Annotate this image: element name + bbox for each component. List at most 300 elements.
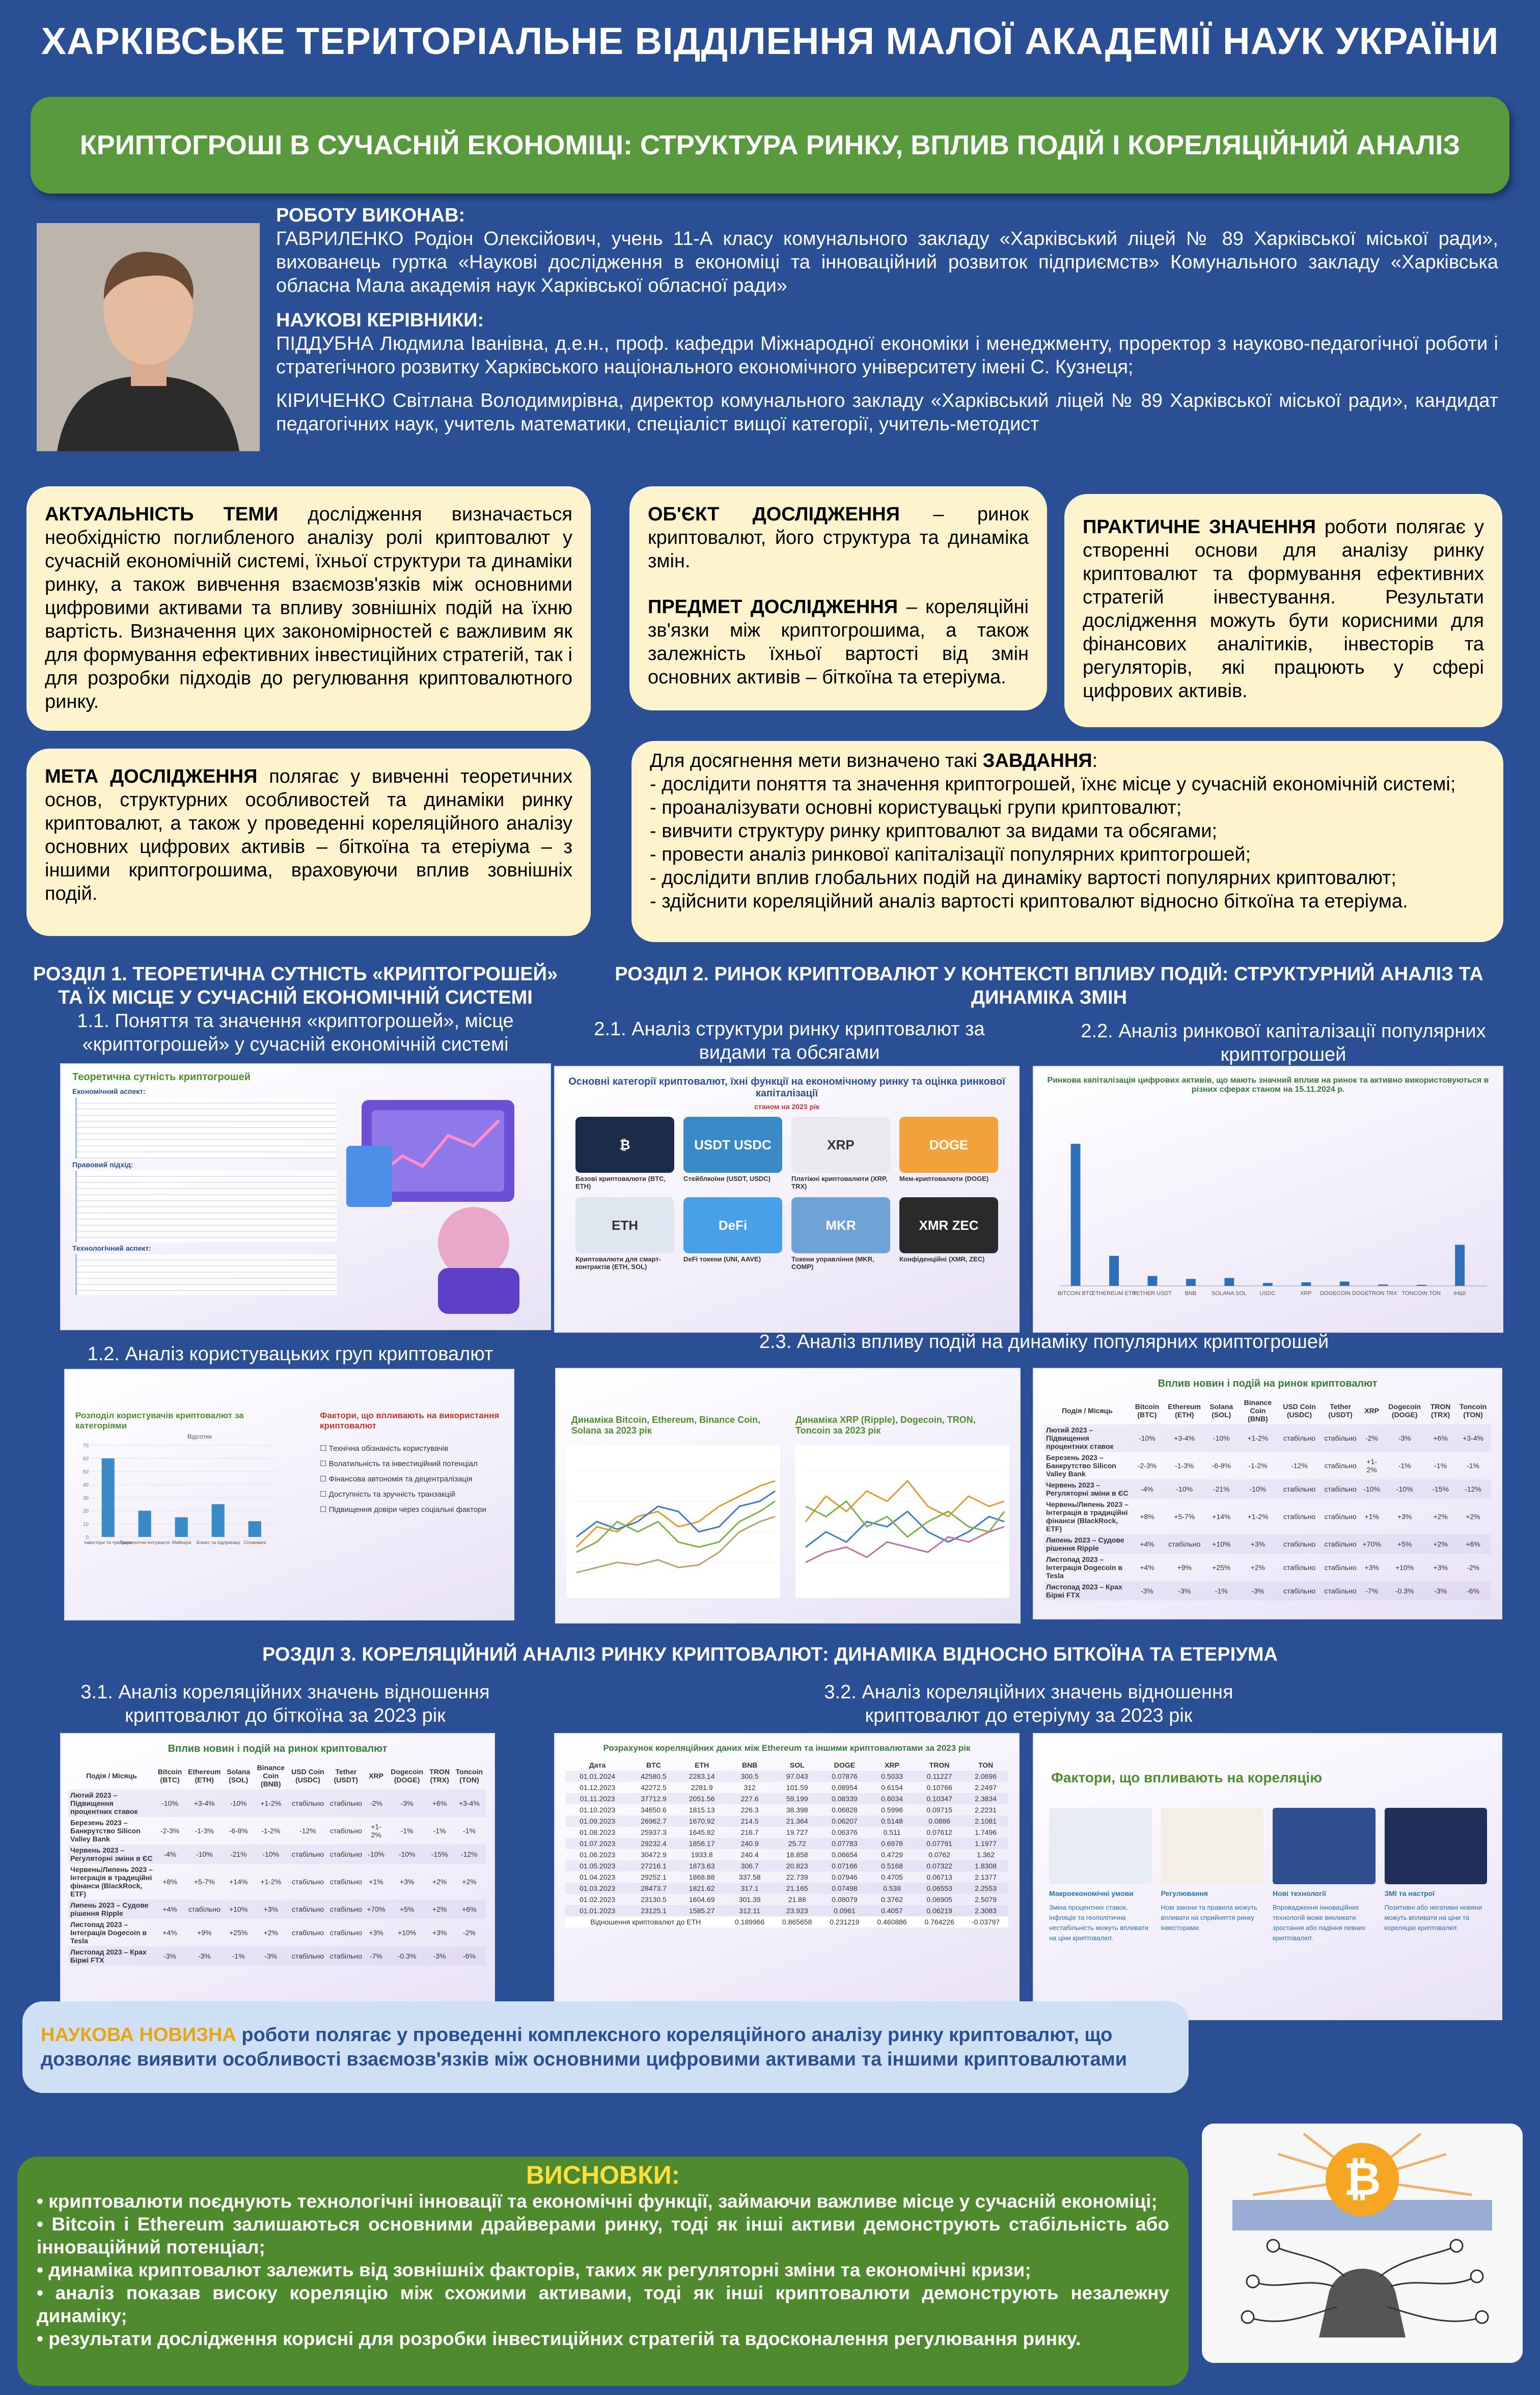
- events-cell: -3%: [155, 1946, 185, 1966]
- events-cell: стабільно: [1324, 1462, 1357, 1470]
- section1-title: РОЗДІЛ 1. ТЕОРЕТИЧНА СУТНІСТЬ «КРИПТОГРОШЕЙ» ТА ЇХ МІСЦЕ У СУЧАСНІЙ ЕКОНОМІЧНІЙ СИСТЕМІ: [33, 963, 558, 1008]
- corr-cell: 0.06905: [926, 1895, 952, 1904]
- events-cell: -2%: [1467, 1563, 1479, 1572]
- events-cell: +5-7%: [1174, 1512, 1195, 1521]
- events-cell: -1%: [1467, 1462, 1479, 1470]
- corr-header-cell: BNB: [741, 1761, 758, 1769]
- subject-text: – кореляційні зв'язки між криптогрошима, а також залежність їхньої вартості від змін основних активів – біткоїна та етеріума.: [648, 596, 1029, 688]
- events-cell: -1%: [1434, 1462, 1447, 1470]
- events-cell: Червень 2023 – Регуляторні зміни в ЄС: [68, 1845, 155, 1864]
- events-cell: +6%: [453, 1900, 486, 1919]
- performer-label: РОБОТУ ВИКОНАВ:: [276, 205, 465, 226]
- corr-cell: 2.2231: [975, 1806, 997, 1814]
- author-portrait: [37, 223, 260, 451]
- corr-cell: 0.06654: [832, 1851, 858, 1859]
- corr-cell: 1.7496: [975, 1828, 997, 1836]
- corr-cell: 0.07946: [832, 1873, 858, 1881]
- text-lines: [75, 1254, 337, 1295]
- events-cell: -10%: [253, 1845, 288, 1864]
- users-y-tick: 70: [82, 1443, 89, 1449]
- crypto-type-name: Стейблкоїни (USDT, USDC): [683, 1175, 771, 1182]
- events-cell: -1%: [1398, 1462, 1411, 1470]
- events-cell: -21%: [1205, 1479, 1238, 1499]
- events-cell: -10%: [1164, 1479, 1205, 1499]
- events-cell: +3%: [1433, 1563, 1448, 1572]
- events-cell: стабільно: [1278, 1424, 1321, 1452]
- factors-title: Фактори, що впливають на використання криптовалют: [320, 1411, 500, 1430]
- cap-tick-label: TONCOIN TON: [1401, 1290, 1441, 1297]
- events-cell: -2%: [365, 1790, 388, 1817]
- corr-summary-cell: -0.03797: [963, 1916, 1008, 1928]
- cap-tick-label: TRON TRX: [1368, 1290, 1397, 1297]
- cap-tick-label: BNB: [1185, 1290, 1197, 1297]
- corr-cell: 0.4705: [881, 1873, 903, 1881]
- events-cell: +1%: [369, 1878, 383, 1886]
- supervisor-2: КІРИЧЕНКО Світлана Володимирівна, директор комунального закладу «Харківський ліцей № 89 Харківської міської ради», кандидат педагогічних наук, учитель математики, спеціаліст вищої категорії, учитель-методист: [276, 390, 1498, 435]
- events-cell: -3%: [1426, 1581, 1455, 1601]
- events-cell: -6%: [453, 1946, 486, 1966]
- corr-cell: 101.59: [786, 1783, 808, 1792]
- events-cell: -7%: [365, 1946, 388, 1966]
- factor-text: Фінансова автономія та децентралізація: [328, 1475, 473, 1483]
- events-cell: -3%: [1383, 1424, 1426, 1452]
- corr-cell: 20.823: [774, 1860, 821, 1871]
- events-cell: +1%: [1364, 1512, 1379, 1521]
- corr-cell: 01.01.2023: [565, 1905, 629, 1916]
- events-cell: -2%: [1360, 1424, 1383, 1452]
- events-cell: стабільно: [1321, 1424, 1360, 1452]
- cap-title: Ринкова капіталізація цифрових активів, що мають значний вплив на ринок та активно використовуються в різних сферах станом на 15.11.2024 р.: [1047, 1076, 1489, 1094]
- events-cell: +3%: [1397, 1512, 1412, 1521]
- goal-label: МЕТА ДОСЛІДЖЕННЯ: [45, 766, 258, 787]
- conclusion-item: • динаміка криптовалют залежить від зовнішніх факторів, таких як регуляторні зміни та економічні кризи;: [37, 2260, 1031, 2280]
- events-cell: -7%: [1360, 1581, 1383, 1601]
- events-cell: Березень 2023 – Банкрутство Silicon Valley Bank: [1046, 1453, 1116, 1478]
- events-cell: +3%: [369, 1929, 383, 1937]
- corr-summary-cell: 0.764226: [916, 1916, 963, 1928]
- topic-banner: КРИПТОГРОШІ В СУЧАСНІЙ ЕКОНОМІЦІ: СТРУКТУРА РИНКУ, ВПЛИВ ПОДІЙ І КОРЕЛЯЦІЙНИЙ АНАЛІЗ: [31, 97, 1509, 194]
- events-cell: Липень 2023 – Судове рішення Ripple: [1044, 1534, 1131, 1554]
- corr-factors-title: Фактори, що впливають на кореляцію: [1051, 1770, 1323, 1785]
- corr-cell: 22.739: [786, 1873, 808, 1881]
- task-item: - здійснити кореляційний аналіз вартості криптовалют відносно біткоїна та етеріума.: [650, 891, 1408, 912]
- corr-cell: 2.2497: [975, 1783, 997, 1792]
- goal-card: [26, 749, 591, 936]
- cap-tick-label: DOGECOIN DOGE: [1320, 1290, 1369, 1297]
- events-table-2: [68, 1762, 486, 1966]
- events-cell: -3%: [1238, 1581, 1278, 1601]
- factor-item: ☐ Доступність та зручність транзакцій: [320, 1490, 455, 1499]
- events-cell: +5-7%: [194, 1878, 215, 1886]
- corr-cell: 30472.9: [641, 1851, 667, 1859]
- corr-cell: 01.11.2023: [565, 1793, 629, 1804]
- corr-cell: 226.3: [740, 1806, 759, 1814]
- corr-cell: 0.06207: [821, 1815, 868, 1827]
- corr-cell: 2281.9: [691, 1783, 713, 1792]
- corr-cell: 01.10.2023: [580, 1806, 616, 1814]
- events-cell: +2%: [263, 1929, 278, 1937]
- table-row: [68, 1919, 486, 1946]
- events-cell: -1%: [224, 1946, 253, 1966]
- crypto-type-card: [683, 1117, 782, 1190]
- subject-label: ПРЕДМЕТ ДОСЛІДЖЕННЯ: [648, 596, 898, 618]
- corr-cell: 1670.92: [678, 1815, 726, 1827]
- corr-cell: 19.727: [786, 1828, 808, 1836]
- events-cell: -3%: [1131, 1581, 1164, 1601]
- factor-item: ☐ Технічна обізнаність користувачів: [320, 1444, 449, 1453]
- corr-cell: 0.511: [883, 1828, 901, 1836]
- corr-cell: 337.58: [738, 1873, 761, 1881]
- corr-cell: 0.538: [868, 1883, 916, 1894]
- corr-cell: 1933.8: [691, 1851, 713, 1859]
- cap-tick-label: BITCOIN BTC: [1057, 1290, 1093, 1297]
- events-header-cell: TRON (TRX): [429, 1768, 450, 1784]
- cap-tick-label: USDC: [1259, 1290, 1276, 1297]
- events-cell: +25%: [1212, 1563, 1231, 1572]
- cap-tick-label: XRP: [1300, 1290, 1312, 1297]
- tasks-intro: Для досягнення мети визначено такі: [650, 750, 983, 772]
- events-cell: -0.3%: [1383, 1581, 1426, 1601]
- events-cell: -10%: [1238, 1479, 1278, 1499]
- corr-summary-cell: 0.460886: [868, 1916, 916, 1928]
- market-types-title: Основні категорії криптовалют, їхні функції на економічному ринку та оцінка ринкової капіталізації: [568, 1076, 1005, 1099]
- events-cell: +3%: [1238, 1534, 1278, 1554]
- cap-bar: [1186, 1279, 1196, 1286]
- events-cell: +4%: [155, 1900, 185, 1919]
- events-cell: +14%: [229, 1878, 248, 1886]
- crypto-type-name: Базові криптовалюти (BTC, ETH): [575, 1175, 666, 1190]
- events-cell: -10%: [1360, 1479, 1383, 1499]
- events-cell: +3-4%: [453, 1790, 486, 1817]
- factor-image: [1161, 1808, 1264, 1884]
- events-cell: +9%: [1177, 1563, 1192, 1572]
- corr-cell: 2.3834: [963, 1793, 1008, 1804]
- events-cell: -10%: [1383, 1479, 1426, 1499]
- events-cell: -1%: [462, 1827, 476, 1835]
- corr-summary-cell: 0.189966: [726, 1916, 774, 1928]
- events-header-cell: Solana (SOL): [1209, 1402, 1233, 1419]
- users-chart-title: Розподіл користувачів криптовалют за категоріями: [75, 1411, 244, 1430]
- events-header-cell: USD Coin (USDC): [291, 1768, 324, 1784]
- events-cell: -2-3%: [160, 1827, 180, 1835]
- corr-cell: 0.4057: [868, 1905, 916, 1916]
- corr-cell: 0.07791: [916, 1838, 963, 1849]
- events-cell: стабільно: [1321, 1479, 1360, 1499]
- crypto-type-name: Платіжні криптовалюти (XRP, TRX): [791, 1175, 888, 1190]
- section3-sub1: 3.1. Аналіз кореляційних значень відношення криптовалют до біткоїна за 2023 рік: [80, 1682, 490, 1726]
- corr-cell: 1821.62: [678, 1883, 726, 1894]
- events-header-cell: XRP: [369, 1772, 383, 1780]
- users-y-tick: 0: [86, 1535, 89, 1540]
- events-cell: +3%: [1364, 1563, 1379, 1572]
- events-title: Вплив новин і подій на ринок криптовалют: [1158, 1378, 1378, 1389]
- events-cell: -15%: [426, 1845, 452, 1864]
- cap-tick-label: ІНШІ: [1453, 1290, 1466, 1297]
- events-cell: -12%: [1455, 1479, 1491, 1499]
- factor-desc: Впровадження інноваційних технологій може викликати зростання або падіння певних криптовалют.: [1273, 1904, 1366, 1942]
- corr-cell: 1.362: [977, 1851, 995, 1859]
- task-item: - дослідити поняття та значення криптогрошей, їхнє місце у сучасній економічній системі;: [650, 774, 1456, 795]
- users-x-tick: Інвестори та трейдери: [84, 1540, 132, 1545]
- corr-cell: 0.06219: [916, 1905, 963, 1916]
- events-cell: +2%: [1433, 1512, 1448, 1521]
- corr-cell: 0.07322: [916, 1860, 963, 1871]
- users-y-tick: 20: [82, 1508, 89, 1515]
- section3-sub2: 3.2. Аналіз кореляційних значень відношення криптовалют до етеріуму за 2023 рік: [824, 1682, 1233, 1726]
- table-row: [68, 1864, 486, 1900]
- slide-theory-title: Теоретична сутність криптогрошей: [72, 1071, 251, 1083]
- section3-title: РОЗДІЛ 3. КОРЕЛЯЦІЙНИЙ АНАЛІЗ РИНКУ КРИПТОВАЛЮТ: ДИНАМІКА ВІДНОСНО БІТКОЇНА ТА ЕТЕРІУМА: [262, 1644, 1278, 1665]
- slide-theory-item: Правовий підхід:: [72, 1161, 133, 1169]
- events-cell: +10%: [224, 1900, 253, 1919]
- corr-cell: 26962.7: [629, 1815, 678, 1827]
- events-cell: Листопад 2023 – Інтеграція Dogecoin в Tesla: [70, 1920, 147, 1945]
- events-cell: -3%: [1164, 1581, 1205, 1601]
- users-x-tick: Технологічні ентузіасти: [120, 1540, 170, 1545]
- users-x-tick: Майнери: [172, 1540, 191, 1545]
- corr-cell: 29232.4: [629, 1838, 678, 1849]
- events-cell: Липень 2023 – Судове рішення Ripple: [68, 1900, 155, 1919]
- corr-cell: 0.10766: [926, 1783, 952, 1792]
- events-cell: -6-8%: [1212, 1462, 1231, 1470]
- factor-desc: Зміна процентних ставок, інфляція та геополітична нестабільність можуть впливати на ціни криптовалют.: [1049, 1904, 1148, 1942]
- table-row: [68, 1817, 486, 1845]
- corr-cell: 27216.1: [629, 1860, 678, 1871]
- events-cell: +14%: [1212, 1512, 1231, 1521]
- corr-cell: 0.07166: [821, 1860, 868, 1871]
- events-cell: +1-2%: [253, 1790, 288, 1817]
- events-header-cell: Dogecoin (DOGE): [391, 1768, 424, 1784]
- corr-cell: 01.06.2023: [580, 1851, 616, 1859]
- events-cell: -3%: [426, 1946, 452, 1966]
- corr-header-cell: XRP: [885, 1761, 899, 1769]
- cap-tick-label: SOLANA SOL: [1211, 1290, 1247, 1297]
- slide-users: [65, 1370, 513, 1619]
- dyn1-title: Динаміка Bitcoin, Ethereum, Binance Coin, Solana за 2023 рік: [571, 1415, 761, 1436]
- crypto-type-icon: ETH: [575, 1197, 674, 1253]
- events-cell: -3%: [388, 1790, 427, 1817]
- corr-cell: 1.1977: [963, 1838, 1008, 1849]
- factor-image: [1049, 1808, 1152, 1884]
- corr-header-cell: TRON: [929, 1761, 950, 1769]
- corr-cell: 01.04.2023: [580, 1873, 616, 1881]
- corr-cell: 240.9: [726, 1838, 774, 1849]
- factor-text: Волатильність та інвестиційний потенціал: [328, 1460, 478, 1468]
- corr-header-cell: SOL: [789, 1761, 805, 1769]
- novelty-text: роботи полягає у проведенні комплексного кореляційного аналізу ринку криптовалют, що дозволяє виявити особливості взаємозв'язків між основними цифровими активами та іншими криптовалютами: [41, 2024, 1128, 2070]
- events-cell: +6%: [1426, 1424, 1455, 1452]
- events-header-cell: USD Coin (USDC): [1283, 1402, 1316, 1419]
- events-cell: +10%: [1395, 1563, 1414, 1572]
- events-cell: -2%: [462, 1929, 476, 1937]
- table-row: [1044, 1499, 1491, 1534]
- corr-cell: 01.05.2023: [565, 1860, 629, 1871]
- events-header-cell: Ethereum (ETH): [1168, 1402, 1201, 1419]
- corr-cell: 2.1081: [963, 1815, 1008, 1827]
- events-header-cell: TRON (TRX): [1430, 1402, 1451, 1419]
- cap-bar: [1417, 1285, 1426, 1286]
- crypto-type-name: Токени управління (MKR, COMP): [791, 1255, 874, 1271]
- corr-summary-cell: 0.231219: [821, 1916, 868, 1928]
- crypto-type-card: [899, 1197, 998, 1271]
- events-cell: стабільно: [1283, 1512, 1316, 1521]
- slide-eth-correlation: [555, 1734, 1019, 2019]
- cap-bar: [1071, 1144, 1081, 1286]
- events-cell: Листопад 2023 – Крах Біржі FTX: [68, 1946, 155, 1966]
- svg-text:₿: ₿: [1343, 2154, 1381, 2205]
- corr-header-cell: DOGE: [834, 1761, 855, 1769]
- events-cell: +25%: [229, 1929, 248, 1937]
- task-item: - дослідити вплив глобальних подій на динаміку вартості популярних криптовалют;: [650, 867, 1396, 889]
- cap-bar: [1109, 1256, 1119, 1286]
- corr-cell: 0.10347: [916, 1793, 963, 1804]
- events-cell: +4%: [162, 1929, 177, 1937]
- object-label: ОБ'ЄКТ ДОСЛІДЖЕННЯ: [648, 504, 900, 525]
- events-title-2: Вплив новин і подій на ринок криптовалют: [168, 1743, 388, 1754]
- cap-bar: [1340, 1281, 1350, 1286]
- events-header-cell: Bitcoin (BTC): [157, 1768, 182, 1784]
- events-cell: +2%: [432, 1878, 447, 1886]
- types-grid: [555, 1111, 1019, 1277]
- corr-cell: 0.06376: [832, 1828, 858, 1836]
- corr-cell: 29252.1: [641, 1873, 667, 1881]
- events-header-cell: Tether (USDT): [334, 1768, 359, 1784]
- corr-cell: 0.08079: [832, 1895, 858, 1904]
- events-header-cell: Dogecoin (DOGE): [1388, 1402, 1421, 1419]
- events-header-cell: Toncoin (TON): [1459, 1402, 1487, 1419]
- corr-cell: 2.3083: [963, 1905, 1008, 1916]
- corr-factor-card: [1049, 1808, 1152, 1943]
- crypto-type-icon: XRP: [791, 1117, 890, 1173]
- events-cell: +8%: [1140, 1512, 1154, 1521]
- events-cell: +10%: [1205, 1534, 1238, 1554]
- events-cell: стабільно: [1324, 1563, 1357, 1572]
- table-row: [565, 1782, 1008, 1793]
- events-cell: стабільно: [1164, 1534, 1205, 1554]
- events-cell: стабільно: [291, 1929, 324, 1937]
- object-subject-card: [629, 486, 1047, 710]
- cap-bar: [1378, 1284, 1388, 1286]
- corr-cell: 23125.1: [629, 1905, 678, 1916]
- table-row: [68, 1845, 486, 1864]
- corr-summary-row: [565, 1916, 1008, 1928]
- events-cell: -1-3%: [195, 1827, 214, 1835]
- events-header-cell: XRP: [1364, 1407, 1379, 1415]
- crypto-type-icon: XMR ZEC: [899, 1197, 998, 1253]
- corr-title: Розрахунок кореляційних даних між Ethereum та іншими криптовалютами за 2023 рік: [603, 1743, 971, 1753]
- crypto-type-card: [575, 1197, 674, 1271]
- users-y-tick: 50: [82, 1469, 89, 1475]
- corr-cell: 0.4729: [881, 1851, 903, 1859]
- events-cell: стабільно: [329, 1929, 362, 1937]
- events-cell: +1-2%: [1238, 1424, 1278, 1452]
- corr-cell: 21.364: [774, 1815, 821, 1827]
- section1-sub1: 1.1. Поняття та значення «криптогрошей», місце «криптогрошей» у сучасній економічній системі: [77, 1010, 514, 1055]
- corr-cell: 0.09715: [926, 1806, 952, 1814]
- events-header-cell: Подія / Місяць: [1062, 1407, 1113, 1415]
- corr-cell: 0.6154: [881, 1783, 903, 1792]
- section1-sub2: 1.2. Аналіз користувацьких груп криптовалют: [87, 1343, 493, 1365]
- tasks-label: ЗАВДАННЯ: [982, 750, 1092, 772]
- events-header-cell: Подія / Місяць: [86, 1772, 137, 1780]
- corr-cell: 306.7: [726, 1860, 774, 1871]
- events-cell: -1-2%: [1248, 1462, 1268, 1470]
- events-cell: Лютий 2023 – Підвищення процентних ставок: [68, 1790, 155, 1817]
- corr-cell: 59.199: [774, 1793, 821, 1804]
- corr-header-cell: Дата: [589, 1761, 606, 1769]
- events-cell: +9%: [197, 1929, 212, 1937]
- corr-cell: 25.72: [774, 1838, 821, 1849]
- events-header-cell: Binance Coin (BNB): [1244, 1398, 1272, 1423]
- users-bar: [212, 1504, 225, 1537]
- events-cell: -4%: [155, 1845, 185, 1864]
- conclusion-item: • криптовалюти поєднують технологічні інновації та економічні функції, займаючи важливе місце у сучасній економіці;: [37, 2191, 1158, 2212]
- cap-tick-label: TETHER USDT: [1133, 1290, 1172, 1297]
- events-cell: +2%: [426, 1900, 452, 1919]
- table-row: [565, 1804, 1008, 1815]
- events-cell: +5%: [1383, 1534, 1426, 1554]
- text-lines: [75, 1097, 337, 1159]
- corr-header-cell: BTC: [646, 1761, 661, 1769]
- events-cell: Червень/Липень 2023 – Інтеграція в традиційні фінанси (BlackRock, ETF): [1046, 1500, 1129, 1533]
- table-row: [565, 1793, 1008, 1804]
- task-item: - провести аналіз ринкової капіталізації популярних криптогрошей;: [650, 844, 1251, 865]
- slide-btc-correlation: [61, 1734, 494, 2019]
- corr-cell: 0.5148: [868, 1815, 916, 1827]
- events-cell: Лютий 2023 – Підвищення процентних ставок: [1044, 1424, 1131, 1452]
- table-row: [1044, 1581, 1491, 1601]
- crypto-type-card: [791, 1117, 890, 1190]
- page-title: ХАРКІВСЬКЕ ТЕРИТОРІАЛЬНЕ ВІДДІЛЕННЯ МАЛОЇ АКАДЕМІЇ НАУК УКРАЇНИ: [41, 20, 1499, 62]
- author-photo: [37, 223, 260, 451]
- crypto-type-name: Конфіденційні (XMR, ZEC): [899, 1255, 985, 1263]
- cap-tick-label: ETHEREUM ETH: [1091, 1290, 1136, 1297]
- events-cell: -10%: [365, 1845, 388, 1864]
- events-cell: +6%: [1455, 1534, 1491, 1554]
- events-cell: стабільно: [185, 1900, 224, 1919]
- events-cell: Листопад 2023 – Інтеграція Dogecoin в Tesla: [1046, 1555, 1122, 1580]
- users-y-tick: 10: [82, 1522, 89, 1528]
- task-item: - вивчити структуру ринку криптовалют за видами та обсягами;: [650, 820, 1218, 842]
- task-item: - проаналізувати основні користувацькі групи криптовалют;: [650, 797, 1182, 818]
- corr-cell: 01.08.2023: [580, 1828, 616, 1836]
- bitcoin-icon: [1202, 2124, 1523, 2363]
- corr-cell: 0.11227: [916, 1771, 963, 1782]
- section2-title: РОЗДІЛ 2. РИНОК КРИПТОВАЛЮТ У КОНТЕКСТІ ВПЛИВУ ПОДІЙ: СТРУКТУРНИЙ АНАЛІЗ ТА ДИНАМІКА ЗМІН: [615, 963, 1483, 1008]
- table-row: [1044, 1452, 1491, 1479]
- events-cell: +8%: [162, 1878, 177, 1886]
- corr-cell: 1.8308: [963, 1860, 1008, 1871]
- corr-cell: 0.0961: [821, 1905, 868, 1916]
- corr-cell: 0.06828: [832, 1806, 858, 1814]
- supervisor-1: ПІДДУБНА Людмила Іванівна, д.е.н., проф. кафедри Міжнародної економіки і менеджменту, проректор з науково-педагогічної роботи і стратегічного розвитку Харківського національного економічного університету імені С. Кузнеця;: [276, 333, 1498, 378]
- table-row: [68, 1790, 486, 1817]
- corr-cell: 21.88: [788, 1895, 806, 1904]
- events-cell: +2%: [462, 1878, 477, 1886]
- crypto-type-card: [575, 1117, 674, 1190]
- slide-events: [1034, 1369, 1501, 1618]
- events-header-cell: Toncoin (TON): [455, 1768, 483, 1784]
- events-cell: +70%: [1360, 1534, 1383, 1554]
- factor-text: Доступність та зручність транзакцій: [328, 1490, 455, 1499]
- events-cell: -10%: [185, 1845, 224, 1864]
- crypto-type-name: Мем-криптовалюти (DOGE): [899, 1175, 989, 1182]
- events-cell: стабільно: [1278, 1479, 1321, 1499]
- events-table: [1044, 1397, 1491, 1601]
- section2-sub3: 2.3. Аналіз впливу подій на динаміку популярних криптогрошей: [759, 1331, 1329, 1353]
- table-row: [565, 1827, 1008, 1838]
- bitcoin-illustration: [1202, 2124, 1523, 2363]
